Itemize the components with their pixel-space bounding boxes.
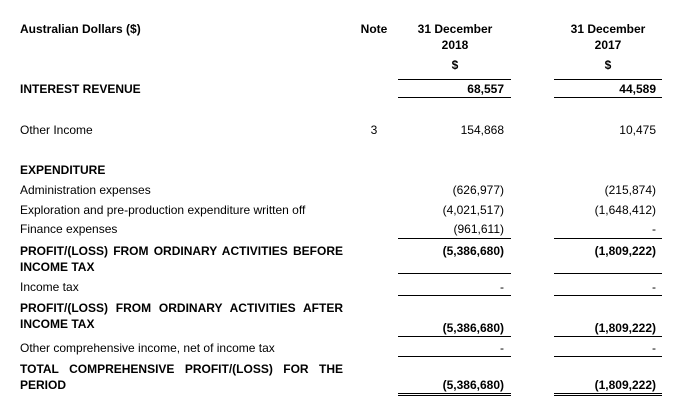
- column-header-2018-unit: $: [451, 58, 459, 72]
- profit-after-tax-label-line2: INCOME TAX: [20, 317, 95, 331]
- total-comprehensive-2018: (5,386,680): [442, 378, 504, 392]
- finance-expenses-2018: (961,611): [453, 222, 504, 236]
- admin-expenses-2017: (215,874): [604, 183, 656, 197]
- rule-finance-2017: [554, 238, 662, 239]
- exploration-expenditure-2017: (1,648,412): [594, 203, 656, 217]
- column-header-2017-unit: $: [604, 58, 612, 72]
- exploration-expenditure-label: Exploration and pre-production expenditure written off: [20, 203, 306, 217]
- total-comprehensive-label-line2: PERIOD: [20, 378, 67, 392]
- interest-revenue-2018: 68,557: [467, 82, 504, 96]
- rule-income-tax-2017: [554, 295, 662, 296]
- profit-before-tax-label-line1: PROFIT/(LOSS) FROM ORDINARY ACTIVITIES BEFORE: [20, 244, 343, 258]
- total-comprehensive-2017: (1,809,222): [594, 378, 656, 392]
- interest-revenue-2017: 44,589: [619, 82, 656, 96]
- double-rule-total-2018: [398, 393, 511, 396]
- rule-oci-2018: [398, 356, 511, 357]
- other-income-2018: 154,868: [460, 123, 504, 137]
- rule-profit-after-2018: [398, 336, 511, 337]
- profit-before-tax-2018: (5,386,680): [442, 244, 504, 258]
- income-tax-label: Income tax: [20, 280, 79, 294]
- finance-expenses-2017: -: [652, 222, 656, 236]
- finance-expenses-label: Finance expenses: [20, 222, 118, 236]
- rule-top-2018: [398, 79, 511, 80]
- admin-expenses-2018: (626,977): [452, 183, 504, 197]
- column-header-2018-year: 2018: [441, 38, 469, 52]
- rule-finance-2018: [398, 238, 511, 239]
- other-comprehensive-income-2017: -: [652, 341, 656, 355]
- exploration-expenditure-2018: (4,021,517): [442, 203, 504, 217]
- income-tax-2017: -: [652, 280, 656, 294]
- profit-before-tax-label-line2: INCOME TAX: [20, 260, 95, 274]
- rule-profit-before-2018: [398, 273, 511, 274]
- column-header-label: Australian Dollars ($): [20, 22, 141, 36]
- profit-before-tax-2017: (1,809,222): [594, 244, 656, 258]
- column-header-2017-date: 31 December: [570, 22, 646, 36]
- interest-revenue-label: INTEREST REVENUE: [20, 82, 141, 96]
- total-comprehensive-label-line1: TOTAL COMPREHENSIVE PROFIT/(LOSS) FOR THE: [20, 362, 343, 376]
- income-tax-2018: -: [500, 280, 504, 294]
- other-comprehensive-income-label: Other comprehensive income, net of income tax: [20, 341, 275, 355]
- profit-after-tax-2017: (1,809,222): [594, 321, 656, 335]
- rule-income-tax-2018: [398, 295, 511, 296]
- expenditure-heading: EXPENDITURE: [20, 163, 106, 177]
- other-income-label: Other Income: [20, 123, 93, 137]
- rule-interest-2017: [554, 97, 662, 98]
- profit-after-tax-2018: (5,386,680): [442, 321, 504, 335]
- rule-interest-2018: [398, 97, 511, 98]
- rule-top-2017: [554, 79, 662, 80]
- profit-after-tax-label-line1: PROFIT/(LOSS) FROM ORDINARY ACTIVITIES AFTER: [20, 301, 343, 315]
- rule-profit-before-2017: [554, 273, 662, 274]
- other-comprehensive-income-2018: -: [500, 341, 504, 355]
- column-header-2017-year: 2017: [594, 38, 622, 52]
- other-income-2017: 10,475: [619, 123, 656, 137]
- double-rule-total-2017: [554, 393, 662, 396]
- admin-expenses-label: Administration expenses: [20, 183, 151, 197]
- other-income-note: 3: [370, 123, 378, 137]
- rule-profit-after-2017: [554, 336, 662, 337]
- note-column-header: Note: [360, 22, 388, 36]
- column-header-2018-date: 31 December: [417, 22, 493, 36]
- rule-oci-2017: [554, 356, 662, 357]
